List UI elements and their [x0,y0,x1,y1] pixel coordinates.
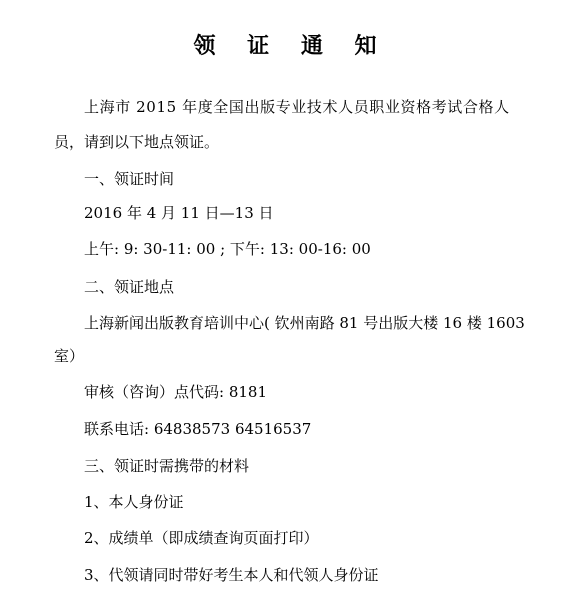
intro-line-1: 上海市 2015 年度全国出版专业技术人员职业资格考试合格人 [84,98,510,116]
material-item-proxy-ids: 3、代领请同时带好考生本人和代领人身份证 [84,566,379,584]
review-point-code: 审核（咨询）点代码: 8181 [84,383,267,401]
address-line-2: 室） [54,347,85,365]
collection-hours: 上午: 9: 30-11: 00 ; 下午: 13: 00-16: 00 [84,240,371,258]
material-item-id-card: 1、本人身份证 [84,493,184,511]
section-heading-time: 一、领证时间 [84,170,175,188]
section-heading-place: 二、领证地点 [84,278,175,296]
collection-date: 2016 年 4 月 11 日—13 日 [84,204,274,222]
material-item-score-report: 2、成绩单（即成绩查询页面打印） [84,529,319,547]
contact-phone: 联系电话: 64838573 64516537 [84,420,312,438]
intro-line-2: 员，请到以下地点领证。 [54,133,220,151]
address-line-1: 上海新闻出版教育培训中心( 钦州南路 81 号出版大楼 16 楼 1603 [84,314,525,332]
section-heading-materials: 三、领证时需携带的材料 [84,457,250,475]
page-title: 领 证 通 知 [193,33,389,59]
